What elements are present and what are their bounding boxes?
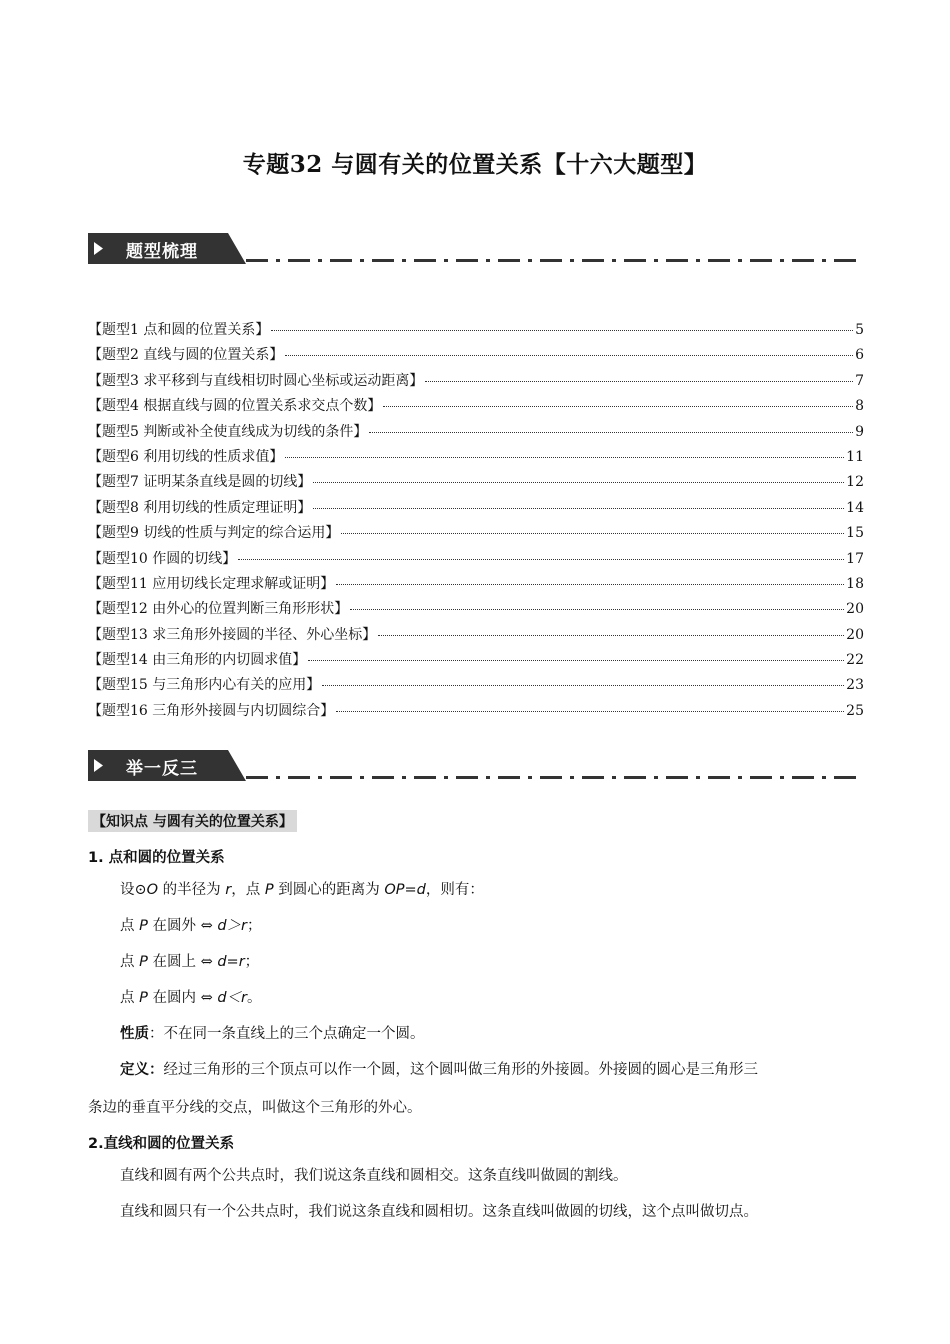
relation-on: 点 P 在圆上 ⇔ d=r； <box>120 954 260 970</box>
toc-item-page: 23 <box>846 677 864 694</box>
section-title-toc: 题型梳理 <box>126 242 198 262</box>
toc-item[interactable] <box>88 446 864 471</box>
toc-item-page: 11 <box>846 448 864 465</box>
toc-leader-dots <box>313 482 844 483</box>
toc-item-label: 【题型11 应用切线长定理求解或证明】 <box>88 575 335 592</box>
toc-item-page: 18 <box>846 575 864 592</box>
toc-item-label: 【题型14 由三角形的内切圆求值】 <box>88 652 307 669</box>
toc-leader-dots <box>308 660 844 661</box>
paragraph-tangent: 直线和圆只有一个公共点时，我们说这条直线和圆相切。这条直线叫做圆的切线，这个点叫做切点。 <box>120 1204 758 1220</box>
section-title-practice: 举一反三 <box>126 759 198 779</box>
heading-line-circle: 2.直线和圆的位置关系 <box>88 1136 235 1152</box>
toc-leader-dots <box>285 457 844 458</box>
toc-item[interactable] <box>88 548 864 573</box>
toc-item-label: 【题型4 根据直线与圆的位置关系求交点个数】 <box>88 398 382 415</box>
toc-item[interactable] <box>88 649 864 674</box>
property-text: 性质：不在同一条直线上的三个点确定一个圆。 <box>120 1026 425 1042</box>
toc-item-label: 【题型2 直线与圆的位置关系】 <box>88 347 284 364</box>
toc-item[interactable] <box>88 700 864 725</box>
toc-leader-dots <box>369 432 853 433</box>
toc-item[interactable] <box>88 598 864 623</box>
page-title: 专题32 与圆有关的位置关系【十六大题型】 <box>242 151 708 178</box>
dashed-divider <box>246 776 864 779</box>
toc-leader-dots <box>350 609 844 610</box>
paragraph-secant: 直线和圆有两个公共点时，我们说这条直线和圆相交。这条直线叫做圆的割线。 <box>120 1168 628 1184</box>
toc-item-label: 【题型16 三角形外接圆与内切圆综合】 <box>88 702 335 719</box>
toc-item-label: 【题型12 由外心的位置判断三角形形状】 <box>88 601 349 618</box>
paragraph-definition: 设⊙O 的半径为 r，点 P 到圆心的距离为 OP=d，则有： <box>120 882 484 898</box>
toc-item-label: 【题型3 求平移到与直线相切时圆心坐标或运动距离】 <box>88 372 424 389</box>
toc-leader-dots <box>425 381 853 382</box>
toc-item-label: 【题型7 证明某条直线是圆的切线】 <box>88 474 312 491</box>
toc-item[interactable] <box>88 674 864 699</box>
relation-outside: 点 P 在圆外 ⇔ d＞r； <box>120 918 262 934</box>
toc-item-label: 【题型15 与三角形内心有关的应用】 <box>88 677 321 694</box>
toc-item[interactable] <box>88 497 864 522</box>
toc-item-page: 12 <box>846 474 864 491</box>
toc-item-page: 8 <box>855 398 864 415</box>
toc-item-page: 20 <box>846 601 864 618</box>
toc-item[interactable] <box>88 370 864 395</box>
table-of-contents <box>88 319 864 725</box>
toc-item[interactable] <box>88 573 864 598</box>
definition-text-line1: 定义：经过三角形的三个顶点可以作一个圆，这个圆叫做三角形的外接圆。外接圆的圆心是三角形三 <box>120 1062 758 1078</box>
toc-item-label: 【题型13 求三角形外接圆的半径、外心坐标】 <box>88 626 377 643</box>
toc-leader-dots <box>383 406 853 407</box>
toc-item[interactable] <box>88 344 864 369</box>
toc-item-page: 5 <box>855 322 864 338</box>
toc-item-label: 【题型9 切线的性质与判定的综合运用】 <box>88 525 340 542</box>
toc-item[interactable] <box>88 471 864 496</box>
toc-item-page: 7 <box>855 372 864 389</box>
toc-item-page: 17 <box>846 550 864 567</box>
toc-item[interactable] <box>88 421 864 446</box>
toc-item[interactable] <box>88 624 864 649</box>
toc-item-page: 14 <box>846 499 864 516</box>
section-header-toc <box>88 233 864 267</box>
heading-point-circle: 1. 点和圆的位置关系 <box>88 850 225 866</box>
toc-item-page: 25 <box>846 702 864 719</box>
toc-leader-dots <box>285 355 853 356</box>
toc-item[interactable] <box>88 319 864 344</box>
knowledge-point-tag: 【知识点 与圆有关的位置关系】 <box>88 810 297 832</box>
definition-text-line2: 条边的垂直平分线的交点，叫做这个三角形的外心。 <box>88 1100 422 1116</box>
toc-leader-dots <box>322 685 844 686</box>
toc-item-page: 20 <box>846 626 864 643</box>
toc-item-label: 【题型10 作圆的切线】 <box>88 550 237 567</box>
toc-leader-dots <box>238 559 844 560</box>
toc-leader-dots <box>378 635 844 636</box>
toc-leader-dots <box>271 330 853 331</box>
toc-item-label: 【题型1 点和圆的位置关系】 <box>88 322 270 338</box>
toc-item-label: 【题型6 利用切线的性质求值】 <box>88 448 284 465</box>
toc-leader-dots <box>336 584 844 585</box>
toc-item-page: 9 <box>855 423 864 440</box>
toc-item[interactable] <box>88 395 864 420</box>
relation-inside: 点 P 在圆内 ⇔ d＜r。 <box>120 990 262 1006</box>
toc-leader-dots <box>313 508 844 509</box>
section-header-practice <box>88 750 864 784</box>
toc-item[interactable] <box>88 522 864 547</box>
toc-item-page: 6 <box>855 347 864 364</box>
toc-item-label: 【题型5 判断或补全使直线成为切线的条件】 <box>88 423 368 440</box>
dashed-divider <box>246 259 864 262</box>
toc-item-label: 【题型8 利用切线的性质定理证明】 <box>88 499 312 516</box>
toc-item-page: 22 <box>846 652 864 669</box>
toc-item-page: 15 <box>846 525 864 542</box>
toc-leader-dots <box>341 533 844 534</box>
toc-leader-dots <box>336 711 844 712</box>
